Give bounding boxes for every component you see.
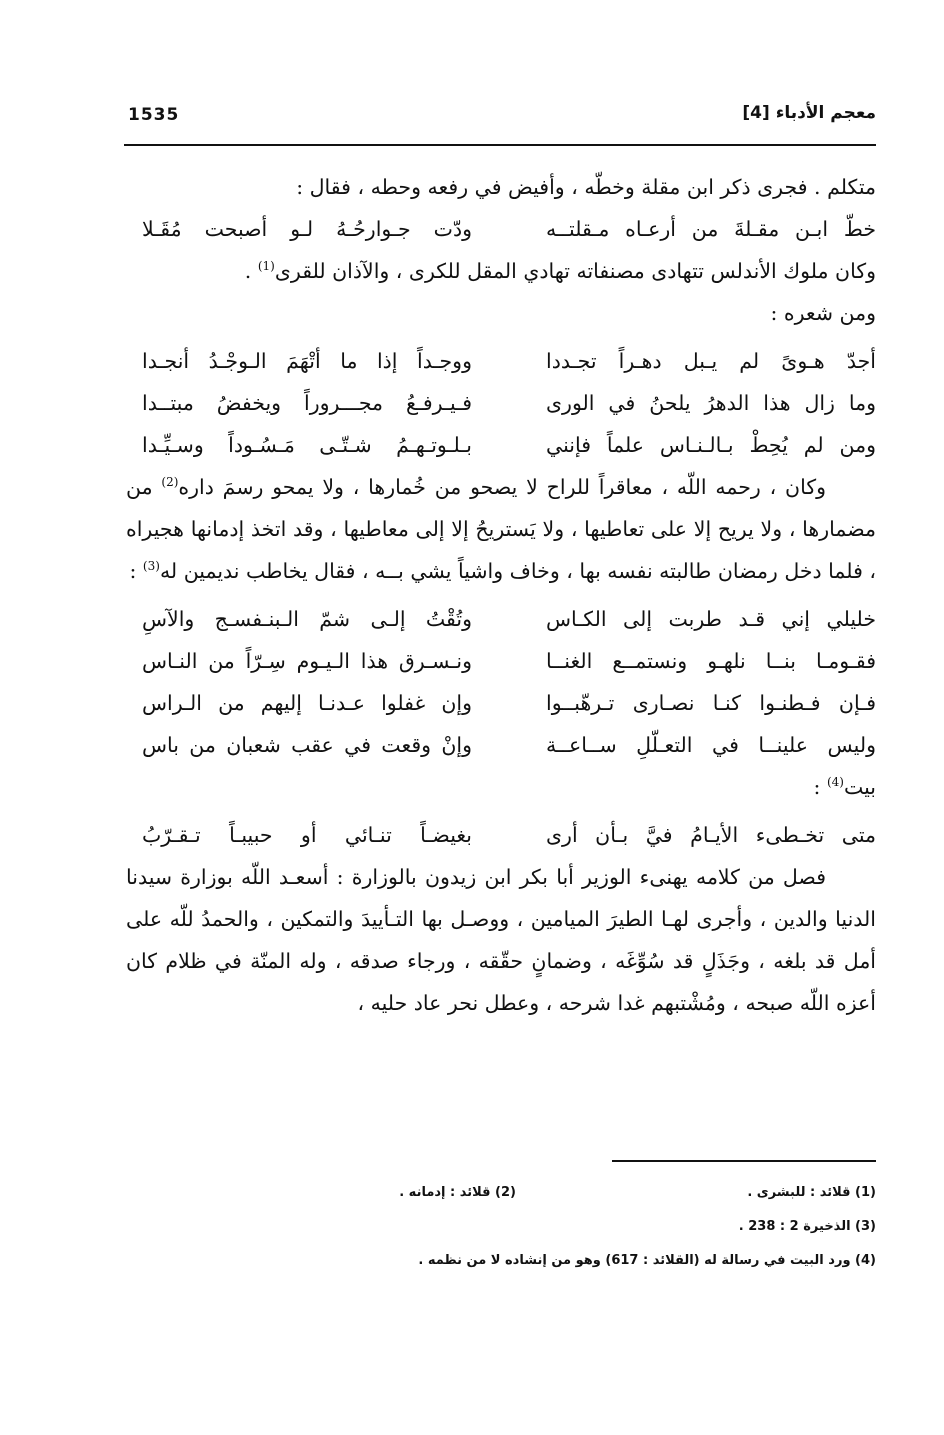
verse-hemistich: أجدّ هـوىً لم يـبل دهـراً تجـددا — [546, 349, 876, 373]
footnote-rule — [612, 1160, 876, 1162]
footnote-2: (2) قلائد : إدمانه . — [399, 1185, 516, 1200]
verse-hemistich: فقـومـا بنــا نلهـو ونستمــع الغنــا — [546, 649, 876, 673]
verse-hemistich: فـيـرفـعُ مجـــروراً ويخفضُ مبتــدا — [142, 391, 472, 415]
footnotes — [126, 1176, 876, 1278]
verse-hemistich: وليس علينــا في التعـلّلِ ســاعــة — [546, 733, 876, 757]
verse-hemistich: متى تخـطىء الأيـامُ فيَّ بـأن أرى — [546, 823, 876, 847]
page-body — [126, 166, 876, 1024]
verse-hemistich: خطّ ابـن مقـلةَ من أرعـاه مـقلتــه — [546, 217, 876, 241]
verse-hemistich: بـلـوتـهـمُ شـتّـى مَـسُـوداً وسـيِّـدا — [142, 433, 472, 457]
paragraph-6: فصل من كلامه يهنىء الوزير أبا بكر ابن زيدون بالوزارة : أسعـد اللّه بوزارة سيدنا الدنيا والدين ، وأجرى لهـا الطيرَ الميامين ، ووصـل بها التـأييدَ والتمكين ، والحمدُ للّه على أمل قد بلغه ، وجَذَلٍ قد سُوِّغَه ، وضمانٍ حقّقه ، ورجاء صدقه ، وله المنّة في ظلام كان أعزه اللّه صبحه ، ومُشْتبهم غدا شرحه ، وعطل نحر عاد حليه ، — [126, 865, 876, 1015]
paragraph-2-end: . — [244, 259, 258, 283]
footnote-ref: (2) — [161, 475, 179, 490]
verse-hemistich: وإنْ وقعت في عقب شعبان من باس — [142, 733, 472, 757]
verse-line — [126, 640, 876, 682]
verse-hemistich: وما زال هذا الدهرُ يلحنُ في الورى — [546, 391, 876, 415]
paragraph-1: متكلم . فجرى ذكر ابن مقلة وخطّه ، وأفيض في رفعه وحطه ، فقال : — [296, 175, 876, 199]
verse-line — [126, 682, 876, 724]
footnote-1: (1) قلائد : للبشرى . — [747, 1185, 876, 1200]
verse-hemistich: ومن لم يُحِطْ بـالـنـاس علماً فإنني — [546, 433, 876, 457]
paragraph-5 — [126, 766, 876, 808]
paragraph-4 — [126, 466, 876, 592]
verse-hemistich: فـإن فـطنـوا كنـا نصـارى تـرهّبــوا — [546, 691, 876, 715]
verse-hemistich: ووجـداً إذا ما أتْهَمَ الـوجْـدُ أنجـدا — [142, 349, 472, 373]
paragraph-5-end: : — [813, 775, 827, 799]
footnote-4: (4) ورد البيت في رسالة له (القلائد : 617) وهو من إنشاده لا من نظمه . — [418, 1253, 876, 1268]
verse-line — [126, 814, 876, 856]
paragraph-3: ومن شعره : — [770, 301, 876, 325]
footnote-row — [126, 1176, 876, 1210]
paragraph-5-text: بيت — [843, 775, 876, 799]
paragraph-4-rest: من مضمارها ، ولا يريح إلا على تعاطيها ، ولا يَستريحُ إلا إلى معاطيها ، وقد اتخذ إدمانها هجيراه ، فلما دخل رمضان طالبته نفسه بها ، وخاف واشياً يشي بــه ، فقال يخاطب نديمين له — [126, 475, 876, 583]
verse-hemistich: خليلي إني قـد طربت إلى الكـاس — [546, 607, 876, 631]
book-title: معجم الأدباء [4] — [742, 103, 876, 123]
paragraph-4-text: وكان ، رحمه اللّه ، معاقراً للراح لا يصحو من خُمارها ، ولا يمحو رسمَ داره — [178, 475, 826, 499]
footnote-ref: (3) — [142, 559, 160, 574]
footnote-ref: (1) — [257, 259, 275, 274]
verse-line — [126, 598, 876, 640]
verse-line — [126, 340, 876, 382]
paragraph-4-end: : — [129, 559, 143, 583]
verse-line — [126, 382, 876, 424]
footnote-ref: (4) — [826, 775, 844, 790]
verse-hemistich: بغيضـاً تنـائي أو حبيبـاً تـقـرّبُ — [142, 823, 472, 847]
page-number: 1535 — [128, 105, 180, 125]
paragraph-2-text: وكان ملوك الأندلس تتهادى مصنفاته تهادي المقل للكرى ، والآذان للقرى — [274, 259, 876, 283]
paragraph-2 — [126, 250, 876, 292]
verse-line — [126, 724, 876, 766]
verse-hemistich: ودّت جـوارحُـهُ لـو أصبحت مُقَـلا — [142, 217, 472, 241]
verse-hemistich: ونـسـرق هذا الـيـوم سِـرّاً من النـاس — [142, 649, 472, 673]
footnote-3: (3) الذخيرة 2 : 238 . — [738, 1219, 876, 1234]
verse-hemistich: وإن غفلوا عـدنـا إليهم من الـراس — [142, 691, 472, 715]
header-rule — [124, 144, 876, 146]
verse-line — [126, 208, 876, 250]
page-header — [124, 101, 876, 135]
verse-line — [126, 424, 876, 466]
verse-hemistich: وتُقْتُ إلـى شمّ الـبنـفسـج والآسِ — [142, 607, 472, 631]
